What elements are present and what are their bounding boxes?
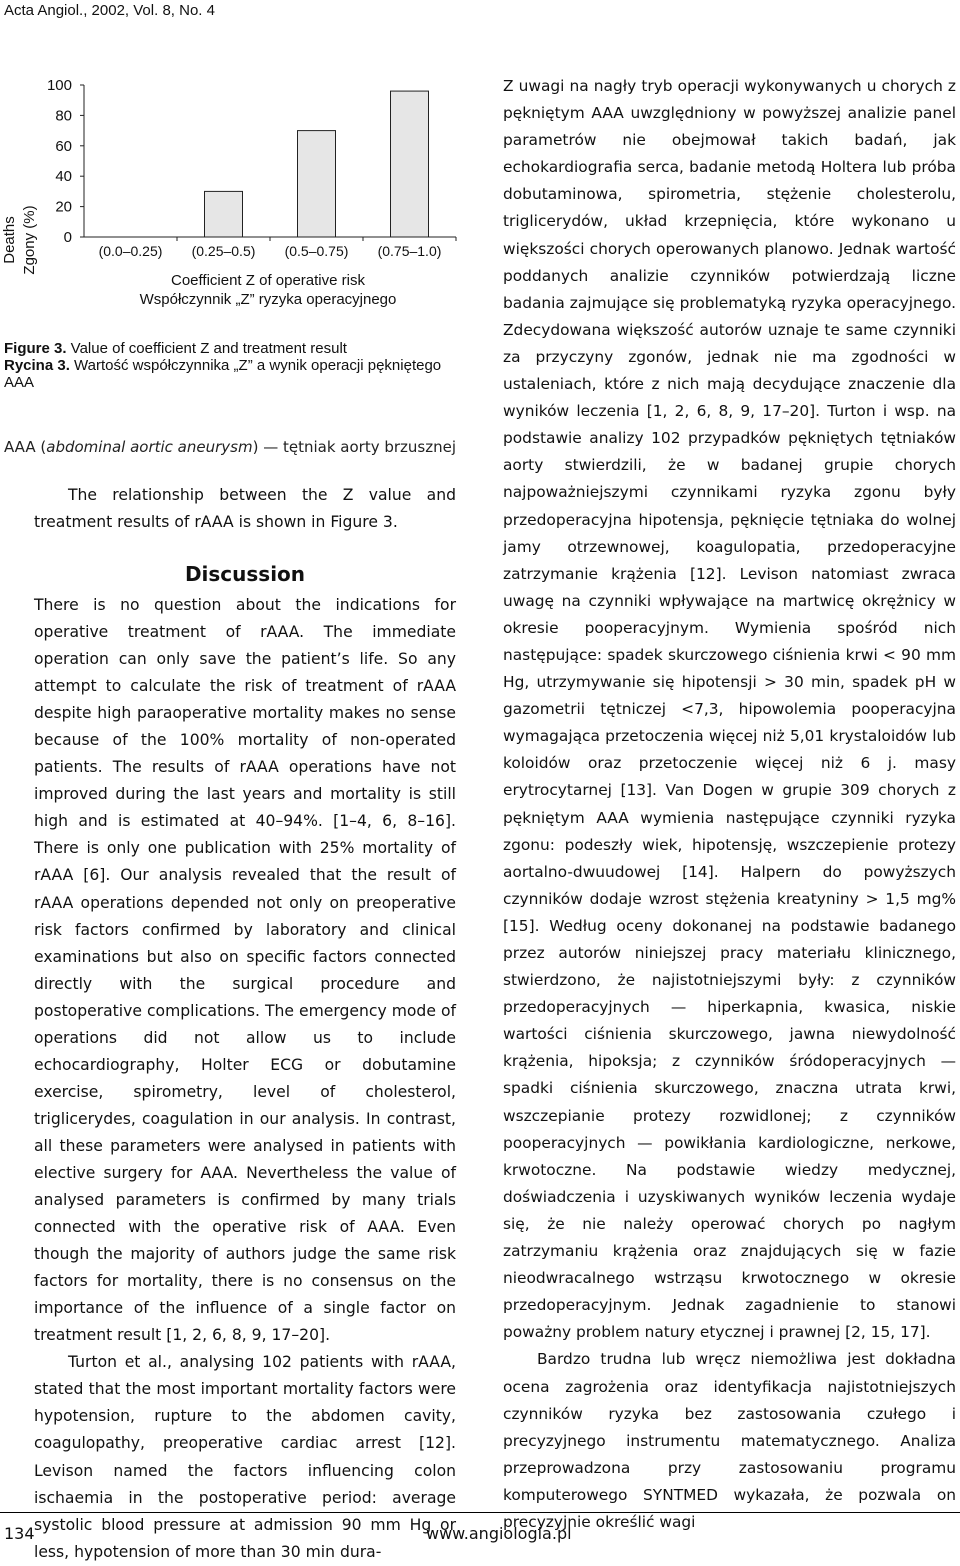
journal-header: Acta Angiol., 2002, Vol. 8, No. 4	[4, 2, 215, 19]
x-tick-label: (0.0–0.25)	[98, 243, 163, 259]
caption-en-label: Figure 3.	[4, 340, 67, 357]
abbr-term: AAA (	[4, 438, 47, 456]
discussion-paragraph-1: There is no question about the indications for operative treatment of rAAA. The immediate operation can only save the patient’s life. So any attempt to calculate the risk of treatment of rAAA despite high paraoperative mortality makes no sense because of the 100% mortality of non-operated patients. The results of rAAA operations have not improved during the last years and mortality is still high and is estimated at 40–94%. [1–4, 6, 8–16]. There is only one publication with 25% mortality of rAAA [6]. Our analysis revealed that the result of rAAA operations depended not only on preoperative risk factors confirmed by laboratory and clinical examinations but also on specific factors connected directly with the surgical procedure and postoperative complications. The emergency mode of operations did not allow us to include echocardiography, Holter ECG or dobutamine exercise, spirometry, level of cholesterol, triglicerydes, coagulation in our analysis. In contrast, all these parameters were analysed in patients with elective surgery for AAA. Nevertheless the value of analysed parameters is confirmed by many trials connected with the operative risk of AAA. Even though the majority of authors judge the same risk factors for mortality, there is no consensus on the importance of the influence of a single factor on treatment result [1, 2, 6, 8, 9, 17–20].	[34, 596, 456, 1345]
footer-rule	[0, 1512, 960, 1513]
footer-url: www.angiologia.pl	[426, 1524, 572, 1543]
bar	[298, 131, 336, 237]
right-paragraph-2: Bardzo trudna lub wręcz niemożliwa jest dokładna ocena zagrożenia oraz identyfikacja najistotniejszych czynników ryzyka bez zastosowania czułego i precyzyjnego instrumentu matematycznego. Analiza przeprowadzona przy zastosowaniu programu komputerowego SYNTMED wykazała, że pozwala on precyzyjnie określić wagi	[503, 1350, 956, 1531]
bar	[205, 191, 243, 237]
left-column-discussion	[34, 592, 456, 1566]
figure-caption	[4, 340, 459, 391]
y-tick-label: 80	[55, 107, 72, 125]
bar	[391, 91, 429, 237]
abbr-rest: ) — tętniak aorty brzusznej	[252, 438, 457, 456]
y-tick-label: 60	[55, 137, 72, 155]
intro-paragraph: The relationship between the Z value and treatment results of rAAA is shown in Figure 3.	[34, 486, 456, 532]
page-number: 134	[4, 1524, 35, 1543]
caption-pl-label: Rycina 3.	[4, 357, 70, 374]
y-tick-label: 0	[63, 229, 72, 246]
y-axis-label-pl: Zgony (%)	[21, 205, 38, 275]
bar-chart	[0, 75, 460, 385]
x-tick-label: (0.5–0.75)	[284, 243, 349, 259]
discussion-paragraph-2: Turton et al., analysing 102 patients with rAAA, stated that the most important mortality factors were hypotension, rupture to the abdomen cavity, coagulopathy, preoperative cardiac arrest [12]. Levison named the factors influencing colon ischaemia in the postoperative period: average systolic blood pressure at admission 90 mm Hg or less, hypotension of more than 30 min dura-	[34, 1353, 456, 1561]
abbr-italic: abdominal aortic aneurysm	[46, 438, 253, 456]
x-tick-label: (0.75–1.0)	[377, 243, 442, 259]
left-column	[34, 482, 456, 536]
discussion-heading: Discussion	[184, 562, 306, 586]
abbreviation-note	[4, 438, 456, 456]
right-paragraph-1: Z uwagi na nagły tryb operacji wykonywanych u chorych z pękniętym AAA uwzględniony w powyższej analizie panel parametrów nie obejmował takich badań, jak echokardiografia serca, badanie metodą Holtera lub próba dobutaminowa, spirometria, stężenie cholesterolu, triglicerydów, układ krzepnięcia, które wykonano u większości chorych operowanych planowo. Jednak wartość poddanych analizie czynników potwierdzają liczne badania zajmujące się problematyką ryzyka operacyjnego. Zdecydowana większość autorów uznaje te same czynniki za przyczyny zgonów, jednak nie ma zgodności w ustaleniach, które z nich mają decydujące znaczenie dla wyników leczenia [1, 2, 6, 8, 9, 17–20]. Turton i wsp. na podstawie analizy 102 przypadków pękniętych tętniaków aorty stwierdzili, że w badanej grupie chorych najpoważniejszymi czynnikami ryzyka zgonu były przedoperacyjna hipotensja, pęknięcie tętniaka do wolnej jamy otrzewnowej, koagulopatia, przedoperacyjne zatrzymanie krążenia [12]. Levison natomiast zwraca uwagę na czynniki wpływające na martwicę okrężnicy w okresie pooperacyjnym. Wymienia spośród nich następujące: spadek skurczowego ciśnienia krwi < 90 mm Hg, utrzymywanie się hipotensji > 30 min, spadek pH w gazometrii tętniczej <7,3, hipowolemia pooperacyjna wymagająca przetoczenia więcej niż 5,01 krystaloidów lub koloidów oraz przetoczenie więcej niż 6 j. masy erytrocytarnej [13]. Van Dogen w grupie 309 chorych z pękniętym AAA wymienia następujące czynniki ryzyka zgonu: podeszły wiek, hipotensję, wszczepienie protezy aortalno-dwuudowej [14]. Halpern do powyższych czynników dodaje wzrost stężenia kreatyniny > 1,5 mg% [15]. Według oceny dokonanej na podstawie badanego przez autorów niniejszej pracy materiału klinicznego, stwierdzono, że najistotniejszymi były: z czynników przedoperacyjnych — hiperkapnia, kwasica, niskie wartości ciśnienia skurczowego, jawna niewydolność krążenia, hipoksja; z czynników śródoperacyjnych — spadki ciśnienia skurczowego, znaczna utrata krwi, wszczepianie protezy rozwidlonej; z czynników pooperacyjnych — powikłania kardiologiczne, nerkowe, krwotoczne. Na podstawie wiedzy medycznej, doświadczenia i uzyskiwanych wyników leczenia wydaje się, że nie należy operować chorych po nagłym zatrzymaniu krążenia oraz znajdujących się w fazie nieodwracalnego wstrząsu krwotocznego w okresie przedoperacyjnym. Jednak zagadnienie to stanowi poważny problem natury etycznej i prawnej [2, 15, 17].	[503, 77, 956, 1342]
y-axis-label-en: Deaths	[1, 216, 18, 264]
right-column	[503, 73, 956, 1536]
x-axis-label-pl: Współczynnik „Z” ryzyka operacyjnego	[139, 291, 397, 308]
caption-en-text: Value of coefficient Z and treatment result	[66, 340, 347, 357]
y-tick-label: 20	[55, 198, 72, 216]
y-tick-label: 40	[55, 168, 72, 186]
caption-pl-text: Wartość współczynnika „Z” a wynik operacji pękniętego AAA	[4, 357, 442, 391]
x-axis-label-en: Coefficient Z of operative risk	[171, 272, 365, 289]
x-tick-label: (0.25–0.5)	[191, 243, 256, 259]
y-tick-label: 100	[46, 77, 72, 94]
